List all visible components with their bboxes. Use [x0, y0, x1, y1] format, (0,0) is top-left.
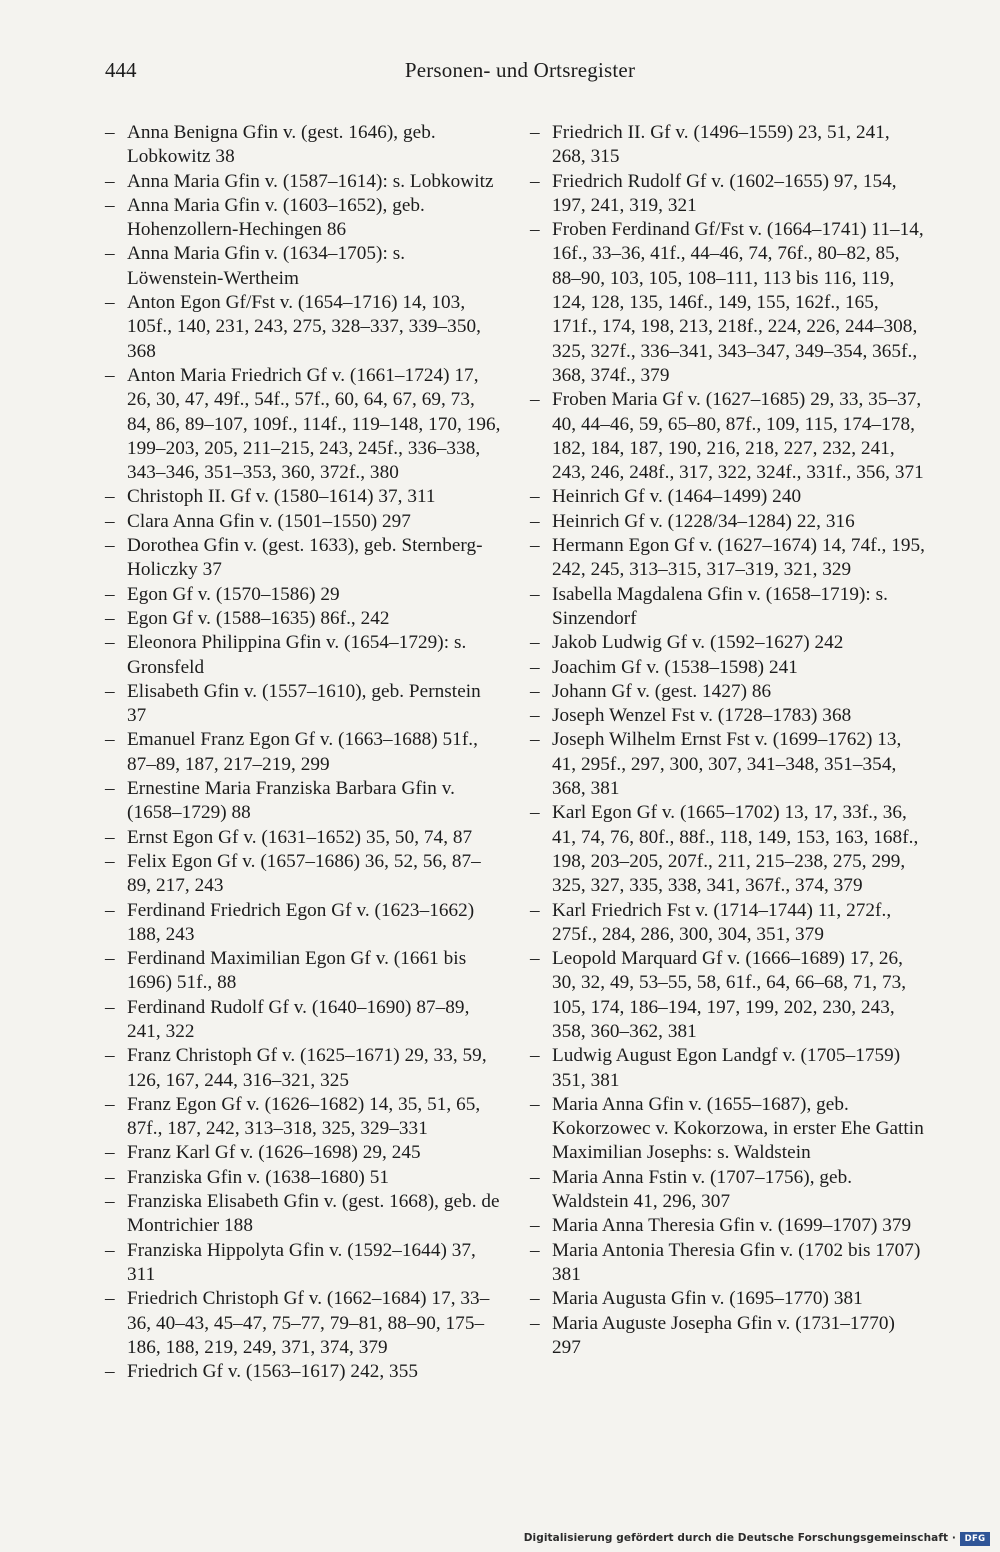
index-entry: – Heinrich Gf v. (1228/34–1284) 22, 316: [530, 510, 925, 534]
index-entry: – Anna Maria Gfin v. (1603–1652), geb. Hohenzollern-Hechingen 86: [105, 194, 503, 243]
index-entry: – Ferdinand Rudolf Gf v. (1640–1690) 87–89, 241, 322: [105, 996, 503, 1045]
index-entry: – Maria Augusta Gfin v. (1695–1770) 381: [530, 1287, 925, 1311]
index-entry: – Franz Christoph Gf v. (1625–1671) 29, 33, 59, 126, 167, 244, 316–321, 325: [105, 1044, 503, 1093]
index-column-left: [105, 121, 503, 1384]
running-title: Personen- und Ortsregister: [404, 58, 636, 82]
index-entry: – Friedrich II. Gf v. (1496–1559) 23, 51, 241, 268, 315: [530, 121, 925, 170]
index-entry: – Eleonora Philippina Gfin v. (1654–1729): s. Gronsfeld: [105, 631, 503, 680]
index-entry: – Anton Maria Friedrich Gf v. (1661–1724) 17, 26, 30, 47, 49f., 54f., 57f., 60, 64, 67, 69, 73, 84, 86, 89–107, 109f., 114f., 119–148, 170, 196, 199–203, 205, 211–215, 243, 245f., 336–338, 343–346, 351–353, 360, 372f., 380: [105, 364, 503, 485]
digitization-credit: Digitalisierung gefördert durch die Deutsche Forschungsgemeinschaft ·: [523, 1532, 956, 1544]
index-entry: – Felix Egon Gf v. (1657–1686) 36, 52, 56, 87–89, 217, 243: [105, 850, 503, 899]
index-entry: – Anton Egon Gf/Fst v. (1654–1716) 14, 103, 105f., 140, 231, 243, 275, 328–337, 339–350, 368: [105, 291, 503, 364]
index-entry: – Joachim Gf v. (1538–1598) 241: [530, 656, 925, 680]
index-entry: – Franz Egon Gf v. (1626–1682) 14, 35, 51, 65, 87f., 187, 242, 313–318, 325, 329–331: [105, 1093, 503, 1142]
index-entry: – Maria Antonia Theresia Gfin v. (1702 bis 1707) 381: [530, 1239, 925, 1288]
index-entry: – Clara Anna Gfin v. (1501–1550) 297: [105, 510, 503, 534]
index-entry: – Karl Egon Gf v. (1665–1702) 13, 17, 33f., 36, 41, 74, 76, 80f., 88f., 118, 149, 153, 163, 168f., 198, 203–205, 207f., 211, 215–238, 275, 299, 325, 327, 335, 338, 341, 367f., 374, 379: [530, 801, 925, 898]
index-entry: – Anna Maria Gfin v. (1634–1705): s. Löwenstein-Wertheim: [105, 242, 503, 291]
index-entry: – Heinrich Gf v. (1464–1499) 240: [530, 485, 925, 509]
index-entry: – Ernestine Maria Franziska Barbara Gfin v. (1658–1729) 88: [105, 777, 503, 826]
index-entry: – Hermann Egon Gf v. (1627–1674) 14, 74f., 195, 242, 245, 313–315, 317–319, 321, 329: [530, 534, 925, 583]
index-entry: – Leopold Marquard Gf v. (1666–1689) 17, 26, 30, 32, 49, 53–55, 58, 61f., 64, 66–68, 71, 73, 105, 174, 186–194, 197, 199, 202, 230, 243, 358, 360–362, 381: [530, 947, 925, 1044]
index-entry: – Johann Gf v. (gest. 1427) 86: [530, 680, 925, 704]
dfg-logo: DFG: [960, 1532, 990, 1546]
index-entry: – Anna Benigna Gfin v. (gest. 1646), geb. Lobkowitz 38: [105, 121, 503, 170]
index-entry: – Ferdinand Friedrich Egon Gf v. (1623–1662) 188, 243: [105, 899, 503, 948]
index-entry: – Ernst Egon Gf v. (1631–1652) 35, 50, 74, 87: [105, 826, 503, 850]
index-entry: – Maria Anna Fstin v. (1707–1756), geb. Waldstein 41, 296, 307: [530, 1166, 925, 1215]
index-entry: – Friedrich Christoph Gf v. (1662–1684) 17, 33–36, 40–43, 45–47, 75–77, 79–81, 88–90, 175–186, 188, 219, 249, 371, 374, 379: [105, 1287, 503, 1360]
index-entry: – Egon Gf v. (1588–1635) 86f., 242: [105, 607, 503, 631]
index-entry: – Elisabeth Gfin v. (1557–1610), geb. Pernstein 37: [105, 680, 503, 729]
index-entry: – Friedrich Rudolf Gf v. (1602–1655) 97, 154, 197, 241, 319, 321: [530, 170, 925, 219]
index-entry: – Froben Ferdinand Gf/Fst v. (1664–1741) 11–14, 16f., 33–36, 41f., 44–46, 74, 76f., 80–82, 85, 88–90, 103, 105, 108–111, 113 bis 116, 119, 124, 128, 135, 146f., 149, 155, 162f., 165, 171f., 174, 198, 213, 218f., 224, 226, 244–308, 325, 327f., 336–341, 343–347, 349–354, 365f., 368, 374f., 379: [530, 218, 925, 388]
index-entry: – Egon Gf v. (1570–1586) 29: [105, 583, 503, 607]
index-entry: – Emanuel Franz Egon Gf v. (1663–1688) 51f., 87–89, 187, 217–219, 299: [105, 728, 503, 777]
index-entry: – Franziska Elisabeth Gfin v. (gest. 1668), geb. de Montrichier 188: [105, 1190, 503, 1239]
index-entry: – Isabella Magdalena Gfin v. (1658–1719): s. Sinzendorf: [530, 583, 925, 632]
index-entry: – Friedrich Gf v. (1563–1617) 242, 355: [105, 1360, 503, 1384]
index-entry: – Ludwig August Egon Landgf v. (1705–1759) 351, 381: [530, 1044, 925, 1093]
index-entry: – Dorothea Gfin v. (gest. 1633), geb. Sternberg-Holiczky 37: [105, 534, 503, 583]
index-entry: – Maria Auguste Josepha Gfin v. (1731–1770) 297: [530, 1312, 925, 1361]
index-entry: – Froben Maria Gf v. (1627–1685) 29, 33, 35–37, 40, 44–46, 59, 65–80, 87f., 109, 115, 174–178, 182, 184, 187, 190, 216, 218, 227, 232, 241, 243, 246, 248f., 317, 322, 324f., 331f., 356, 371: [530, 388, 925, 485]
index-entry: – Anna Maria Gfin v. (1587–1614): s. Lobkowitz: [105, 170, 503, 194]
page-header: [105, 58, 905, 92]
index-entry: – Karl Friedrich Fst v. (1714–1744) 11, 272f., 275f., 284, 286, 300, 304, 351, 379: [530, 899, 925, 948]
index-entry: – Christoph II. Gf v. (1580–1614) 37, 311: [105, 485, 503, 509]
index-entry: – Ferdinand Maximilian Egon Gf v. (1661 bis 1696) 51f., 88: [105, 947, 503, 996]
index-entry: – Franziska Gfin v. (1638–1680) 51: [105, 1166, 503, 1190]
index-entry: – Maria Anna Theresia Gfin v. (1699–1707) 379: [530, 1214, 925, 1238]
index-column-right: [530, 121, 925, 1360]
index-entry: – Maria Anna Gfin v. (1655–1687), geb. Kokorzowec v. Kokorzowa, in erster Ehe Gattin Maximilian Josephs: s. Waldstein: [530, 1093, 925, 1166]
index-entry: – Franziska Hippolyta Gfin v. (1592–1644) 37, 311: [105, 1239, 503, 1288]
index-entry: – Joseph Wenzel Fst v. (1728–1783) 368: [530, 704, 925, 728]
index-entry: – Franz Karl Gf v. (1626–1698) 29, 245: [105, 1141, 503, 1165]
index-entry: – Jakob Ludwig Gf v. (1592–1627) 242: [530, 631, 925, 655]
page-number: 444: [105, 58, 137, 82]
index-entry: – Joseph Wilhelm Ernst Fst v. (1699–1762) 13, 41, 295f., 297, 300, 307, 341–348, 351–354, 368, 381: [530, 728, 925, 801]
